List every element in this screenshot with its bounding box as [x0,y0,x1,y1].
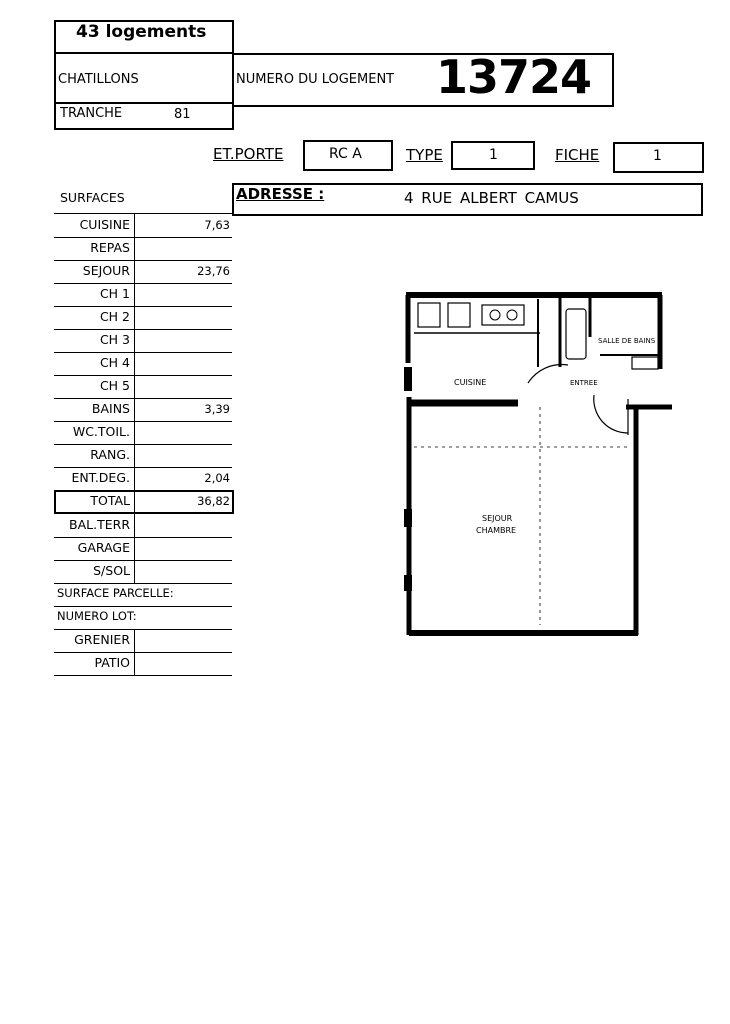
col-divider [134,375,135,399]
patio-row [54,652,232,676]
grenier-label: GRENIER [74,632,130,647]
col-divider [134,283,135,307]
tranche-value: 81 [174,107,191,122]
numero-logement-label: NUMERO DU LOGEMENT [236,72,395,87]
adresse-label: ADRESSE : [236,185,325,203]
fiche-label: FICHE [555,146,600,164]
surface-parcelle-label: SURFACE PARCELLE: [57,586,174,600]
row-label: BAL.TERR [69,517,130,532]
surface-row-cuisine [54,214,232,238]
surface-row-ch4 [54,352,232,376]
col-divider [134,352,135,376]
numero-lot-label: NUMERO LOT: [57,609,137,623]
logements-count: 43 logements [76,22,207,42]
plan-label-cuisine: CUISINE [454,378,487,387]
adresse-value: 4 RUE ALBERT CAMUS [404,189,579,207]
row-value: 2,04 [204,471,230,485]
row-label: CH 1 [99,286,130,301]
row-label: BAINS [91,401,130,416]
surface-row-total [54,490,232,513]
numero-logement-value: 13724 [436,50,592,104]
col-divider [134,329,135,353]
row-label: CUISINE [79,217,130,232]
row-label: ENT.DEG. [71,470,130,485]
row-label: REPAS [90,240,130,255]
surface-row-wc [54,421,232,445]
floor-plan [400,285,680,645]
row-value: 23,76 [197,264,230,278]
col-divider [134,560,135,584]
fiche-value: 1 [653,148,662,164]
surface-row-rang [54,444,232,468]
surface-row-ssol [54,560,232,584]
row-label: CH 5 [99,378,130,393]
row-label: TOTAL [90,493,130,508]
grenier-row [54,629,232,653]
row-label: CH 3 [99,332,130,347]
surface-row-ch2 [54,306,232,330]
plan-label-sdb: SALLE DE BAINS [598,337,656,345]
plan-label-entree: ENTREE [570,379,598,387]
row-label: RANG. [90,447,130,462]
col-divider [134,514,135,538]
surface-row-ch1 [54,283,232,307]
row-label: WC.TOIL. [72,424,130,439]
col-divider [134,537,135,561]
tranche-label: TRANCHE [60,106,123,121]
surface-row-ch3 [54,329,232,353]
row-label: CH 2 [99,309,130,324]
col-divider [134,237,135,261]
surface-row-ch5 [54,375,232,399]
row-value: 7,63 [204,218,230,232]
row-label: CH 4 [99,355,130,370]
row-label: SEJOUR [82,263,130,278]
type-value: 1 [489,147,498,163]
plan-label-chambre: CHAMBRE [476,526,517,535]
col-divider [134,444,135,468]
surface-row-sejour [54,260,232,284]
row-value: 36,82 [197,494,230,508]
surface-parcelle-row [54,583,232,607]
surface-row-balterr [54,514,232,538]
col-divider [134,306,135,330]
plan-label-sejour: SEJOUR [482,514,513,523]
patio-label: PATIO [94,655,130,670]
row-value: 3,39 [204,402,230,416]
outer-walls [404,295,672,635]
row-label: GARAGE [77,540,130,555]
surface-row-entdeg [54,467,232,491]
col-divider [134,652,135,676]
row-label: S/SOL [93,563,130,578]
surfaces-title: SURFACES [60,190,125,205]
type-label: TYPE [406,146,443,164]
col-divider [134,421,135,445]
surface-row-bains [54,398,232,422]
etporte-value: RC A [329,146,362,162]
surface-row-garage [54,537,232,561]
surface-row-repas [54,237,232,261]
ville-separator [54,53,56,103]
etporte-label: ET.PORTE [213,145,284,163]
col-divider [134,629,135,653]
ville-name: CHATILLONS [58,72,139,87]
numero-lot-row [54,606,232,630]
